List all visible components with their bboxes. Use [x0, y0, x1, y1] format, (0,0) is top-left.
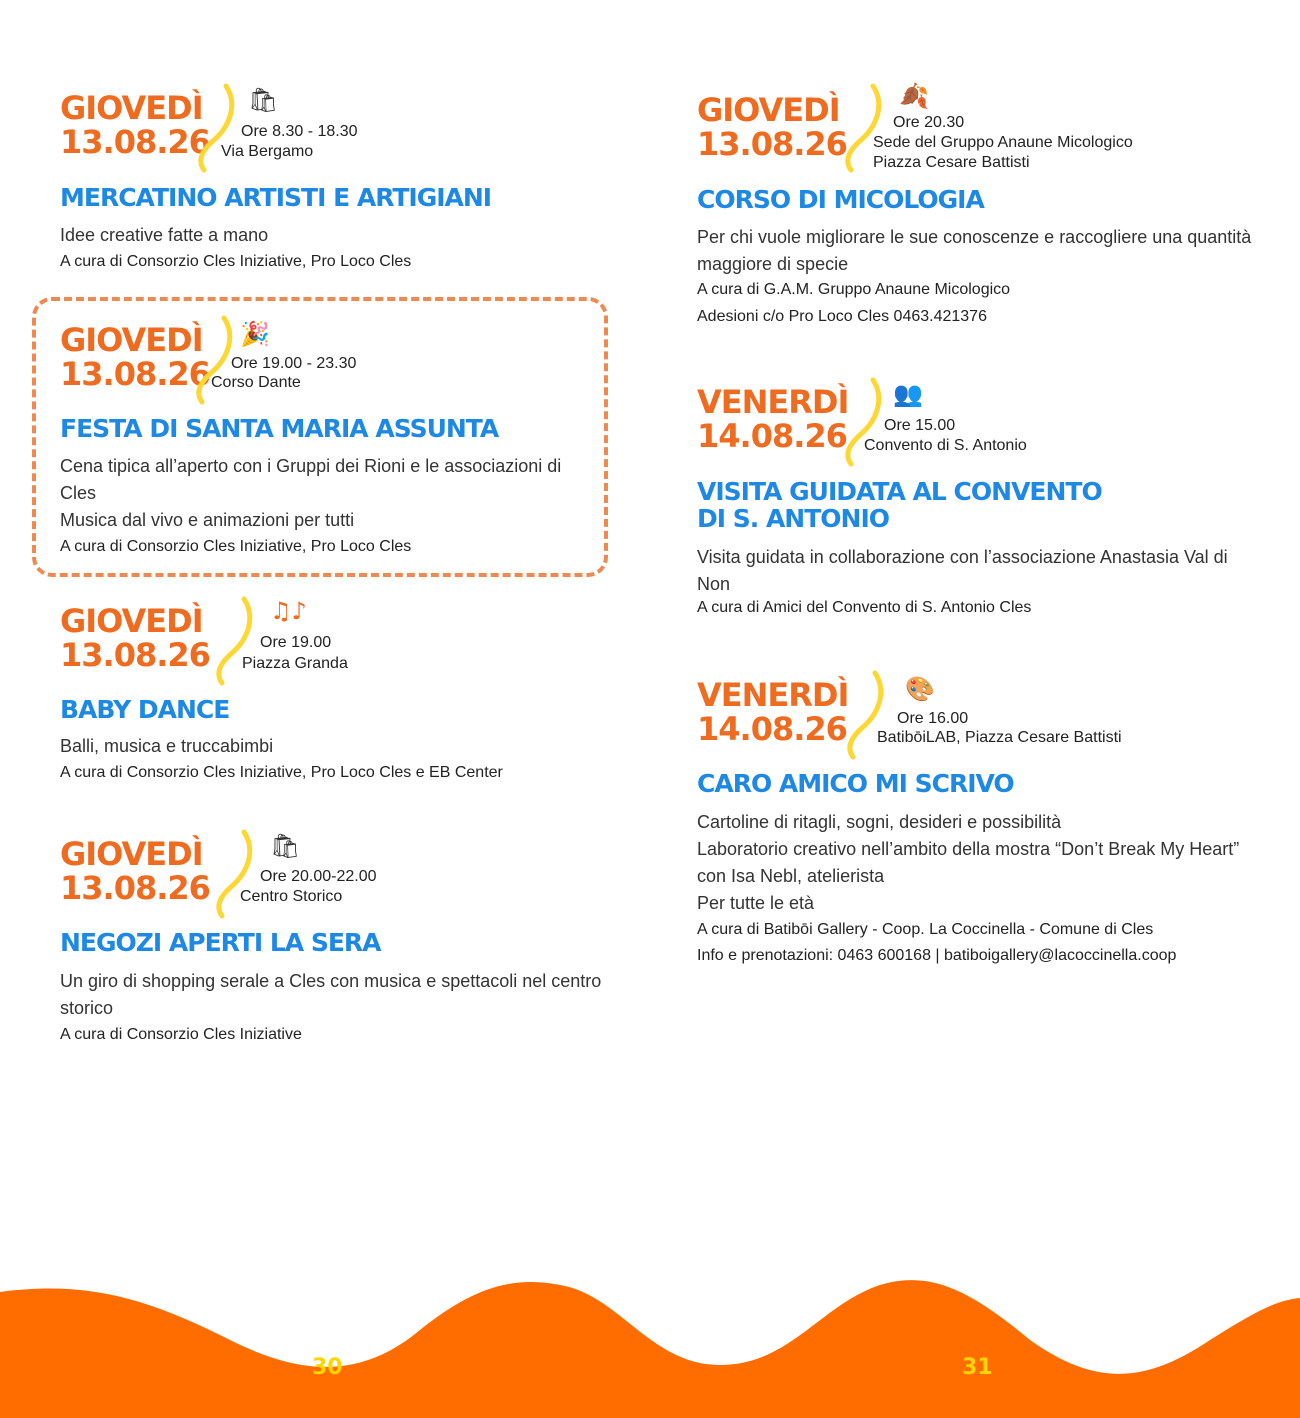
event-time: Ore 20.00-22.00: [260, 868, 377, 885]
event-day: VENERDÌ: [697, 676, 849, 714]
event-title: BABY DANCE: [60, 695, 230, 724]
event-time: Ore 19.00 - 23.30: [231, 355, 357, 372]
event-title: CORSO DI MICOLOGIA: [697, 185, 984, 214]
footer-wave: [0, 1270, 1300, 1418]
event-time: Ore 8.30 - 18.30: [241, 123, 358, 140]
party-popper-icon: 🎉: [240, 320, 270, 348]
people-group-icon: 👥: [893, 380, 923, 408]
mushroom-leaves-icon: 🍂: [899, 82, 929, 110]
event-date: 13.08.26: [60, 636, 210, 674]
event-credit: A cura di G.A.M. Gruppo Anaune Micologico: [697, 281, 1011, 298]
event-description: Per chi vuole migliorare le sue conoscenze e raccogliere una quantità maggiore di specie: [697, 227, 1252, 274]
event-description: Cena tipica all’aperto con i Gruppi dei Rioni e le associazioni di Cles: [60, 456, 562, 503]
event-baby-dance: [60, 597, 620, 793]
event-date: 14.08.26: [697, 417, 847, 455]
event-credit: A cura di Consorzio Cles Iniziative, Pro Loco Cles: [60, 253, 412, 270]
event-title: MERCATINO ARTISTI E ARTIGIANI: [60, 183, 492, 212]
event-time: Ore 20.30: [893, 114, 965, 131]
event-day: GIOVEDÌ: [60, 321, 203, 359]
event-place: Centro Storico: [240, 888, 343, 905]
page-number-left: 30: [312, 1355, 343, 1380]
page-number-right: 31: [962, 1355, 993, 1380]
event-credit-line2: Adesioni c/o Pro Loco Cles 0463.421376: [697, 308, 987, 325]
event-credit: A cura di Amici del Convento di S. Antonio Cles: [697, 599, 1032, 616]
event-credit: A cura di Consorzio Cles Iniziative, Pro Loco Cles e EB Center: [60, 764, 503, 781]
event-corso-micologia: [697, 82, 1277, 332]
event-date: 13.08.26: [697, 125, 847, 163]
event-place: Convento di S. Antonio: [864, 437, 1027, 454]
event-place-line2: Piazza Cesare Battisti: [873, 154, 1030, 171]
event-mercatino: [60, 86, 620, 280]
event-negozi-aperti: [60, 832, 620, 1056]
event-place: Sede del Gruppo Anaune Micologico: [873, 134, 1133, 151]
event-day: GIOVEDÌ: [60, 602, 203, 640]
event-day: GIOVEDÌ: [60, 835, 203, 873]
event-date: 13.08.26: [60, 123, 210, 161]
event-description-line2: Laboratorio creativo nell’ambito della mostra “Don’t Break My Heart” con Isa Nebl, atelierista: [697, 839, 1240, 886]
event-date: 13.08.26: [60, 355, 210, 393]
event-place: Corso Dante: [211, 374, 301, 391]
event-description: Visita guidata in collaborazione con l’associazione Anastasia Val di Non: [697, 547, 1228, 594]
event-day: VENERDÌ: [697, 383, 849, 421]
shopping-bag-icon: 🛍: [270, 832, 301, 860]
event-description: Balli, musica e truccabimbi: [60, 736, 274, 756]
event-credit: A cura di Batibōi Gallery - Coop. La Coccinella - Comune di Cles: [697, 921, 1154, 938]
event-title: VISITA GUIDATA AL CONVENTO: [697, 477, 1102, 506]
event-title: NEGOZI APERTI LA SERA: [60, 928, 381, 957]
event-description-line3: Per tutte le età: [697, 893, 815, 913]
event-title: CARO AMICO MI SCRIVO: [697, 769, 1014, 798]
event-time: Ore 16.00: [897, 710, 969, 727]
event-description: Idee creative fatte a mano: [60, 225, 269, 245]
event-place: Via Bergamo: [221, 143, 314, 160]
event-time: Ore 19.00: [260, 634, 332, 651]
event-time: Ore 15.00: [884, 417, 956, 434]
paint-palette-icon: 🎨: [905, 675, 935, 703]
event-title-line2: DI S. ANTONIO: [697, 504, 890, 533]
event-credit: A cura di Consorzio Cles Iniziative, Pro Loco Cles: [60, 538, 412, 555]
event-title: FESTA DI SANTA MARIA ASSUNTA: [60, 414, 499, 443]
event-place: Piazza Granda: [242, 655, 348, 672]
event-credit-line2: Info e prenotazioni: 0463 600168 | batiboigallery@lacoccinella.coop: [697, 947, 1177, 964]
event-day: GIOVEDÌ: [697, 91, 840, 129]
event-date: 14.08.26: [697, 710, 847, 748]
event-festa-santa-maria: [60, 322, 600, 562]
event-day: GIOVEDÌ: [60, 89, 203, 127]
event-description-line2: Musica dal vivo e animazioni per tutti: [60, 510, 355, 530]
event-caro-amico: [697, 677, 1277, 977]
event-place: BatibōiLAB, Piazza Cesare Battisti: [877, 729, 1122, 746]
event-visita-convento: [697, 380, 1277, 624]
event-description: Un giro di shopping serale a Cles con musica e spettacoli nel centro storico: [60, 971, 602, 1018]
shopping-bag-icon: 🛍: [248, 86, 279, 114]
event-credit: A cura di Consorzio Cles Iniziative: [60, 1026, 302, 1043]
music-notes-icon: ♫♪: [270, 597, 307, 625]
event-date: 13.08.26: [60, 869, 210, 907]
event-description: Cartoline di ritagli, sogni, desideri e possibilità: [697, 812, 1062, 832]
